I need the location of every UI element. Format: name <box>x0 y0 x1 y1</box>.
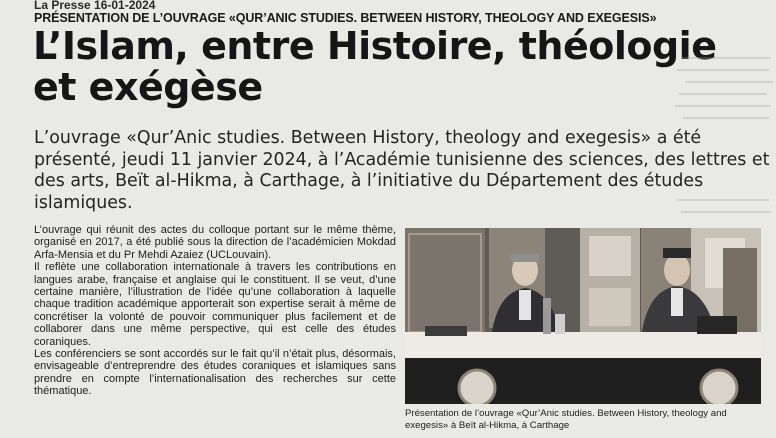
article-photo <box>405 228 761 404</box>
article-kicker: PRÉSENTATION DE L’OUVRAGE «QUR’ANIC STUDIES. BETWEEN HISTORY, THEOLOGY AND EXEGESIS» <box>34 11 657 25</box>
conference-photo-illustration <box>405 228 761 404</box>
article-lead: L’ouvrage «Qur’Anic studies. Between History, theology and exegesis» a été présenté, jeudi 11 janvier 2024, à l’Académie tunisienne des sciences, des lettres et des arts, Beït al-Hikma, à Carthage, à l’initiative du Département des études islamiques. <box>34 128 770 213</box>
newspaper-date: La Presse 16-01-2024 <box>34 0 156 12</box>
body-paragraph-2: Il reflète une collaboration internationale à travers les contributions en langues arabe, française et anglaise qui le constituent. Il se veut, d’une certaine manière, l’illustration de l’idée qu’une collaboration à laquelle chaque tradition académique apporterait son expertise serait à même de concrétiser la volonté de pouvoir communiquer plus facilement et de collaborer dans une même perspective, qui est celle des études coraniques. <box>34 261 396 348</box>
article-body <box>34 224 396 398</box>
body-paragraph-1: L’ouvrage qui réunit des actes du colloque portant sur le même thème, organisé en 2017, a été publié sous la direction de l’académicien Mokdad Arfa-Mensia et du Pr Mehdi Azaiez (UCLouvain). <box>34 224 396 261</box>
article-headline: L’Islam, entre Histoire, théologie et exégèse <box>33 24 717 109</box>
body-paragraph-3: Les conférenciers se sont accordés sur le fait qu’il n’était plus, désormais, envisageable d’entreprendre des études coraniques et islamiques sans prendre en compte l’internationalisation des recherches sur cette thématique. <box>34 348 396 398</box>
photo-caption: Présentation de l’ouvrage «Qur’Anic studies. Between History, theology and exegesis» à Beït al-Hikma, à Carthage <box>405 408 727 431</box>
